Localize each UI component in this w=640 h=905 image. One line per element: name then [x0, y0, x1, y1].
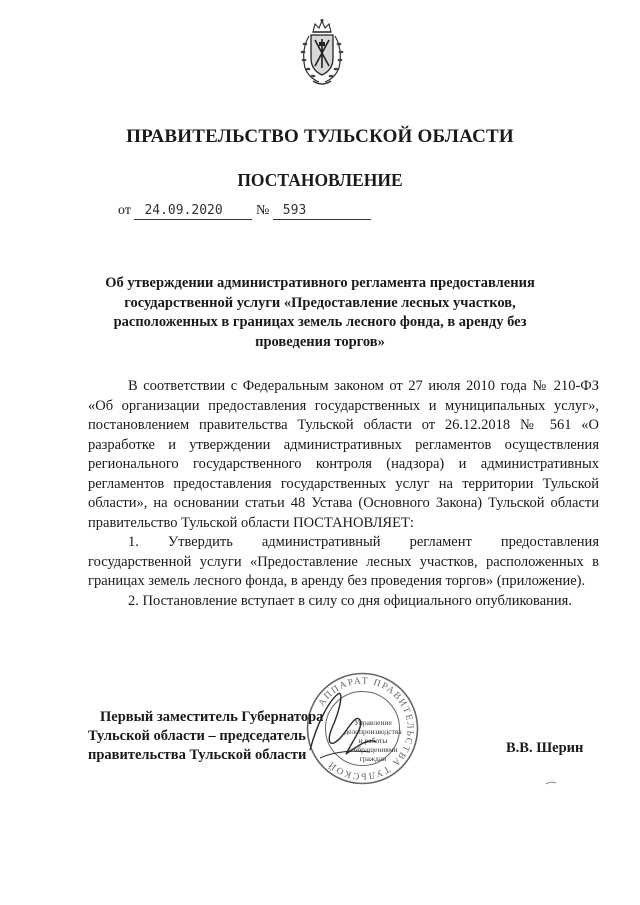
document-body — [88, 377, 599, 611]
signatory-line-2: Тульской области – председатель — [88, 728, 306, 744]
number-label: № — [255, 203, 270, 218]
registration-line — [118, 203, 371, 220]
stamp-ring-text: АППАРАТ ПРАВИТЕЛЬСТВА ТУЛЬСКОЙ — [317, 676, 415, 781]
preamble-paragraph: В соответствии с Федеральным законом от 27 июля 2010 года № 210-ФЗ «Об организации предоставления государственных и муниципальных услуг», постановлением правительства Тульской области от 26.12.2018 № 561 «О разработке и утверждении административных регламентов осуществления регионального государственного контроля (надзора) и административных регламентов предоставления государственных услуг на территории Тульской области», на основании статьи 48 Устава (Основного Закона) Тульской области правительство Тульской области ПОСТАНОВЛЯЕТ: — [88, 378, 599, 531]
date-label: от — [118, 203, 131, 218]
document-title: Об утверждении административного регламента предоставления государственной услуги «Предоставление лесных участков, расположенных в границах земель лесного фонда, в аренду без проведения торгов» — [105, 275, 535, 350]
item-1-paragraph: 1. Утвердить административный регламент предоставления государственной услуги «Предоставление лесных участков, расположенных в границах земель лесного фонда, в аренду без проведения торгов» (приложение). — [88, 534, 599, 589]
document-type: ПОСТАНОВЛЕНИЕ — [237, 170, 403, 190]
signatory-name: В.В. Шерин — [506, 740, 584, 756]
signatory-line-3: правительства Тульской области — [88, 747, 307, 763]
coat-of-arms-icon — [299, 18, 345, 88]
item-2-paragraph: 2. Постановление вступает в силу со дня официального опубликования. — [128, 592, 572, 609]
stamp-center-text: Управление делопроизводства и работы с обращениями граждан — [344, 718, 402, 763]
document-number: 593 — [282, 203, 307, 218]
signatory-line-1: Первый заместитель Губернатора — [100, 709, 324, 725]
signatory-position — [88, 708, 323, 765]
document-date: 24.09.2020 — [144, 203, 223, 218]
organization-name: ПРАВИТЕЛЬСТВО ТУЛЬСКОЙ ОБЛАСТИ — [126, 126, 514, 147]
scan-mark — [545, 780, 557, 786]
